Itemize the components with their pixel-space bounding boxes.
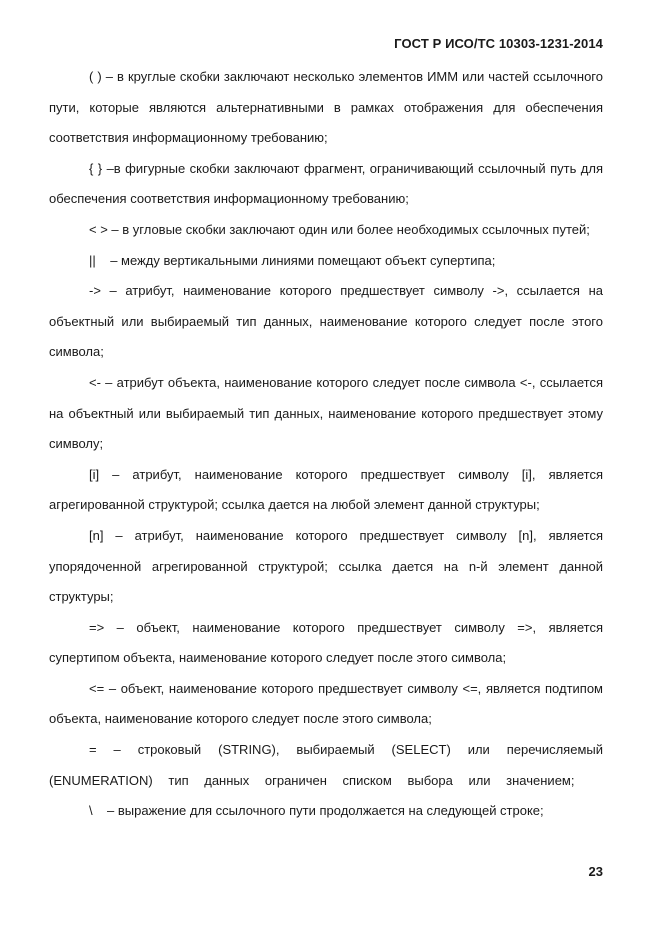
paragraph-vertical-lines: || – между вертикальными линиями помещают объект супертипа; — [89, 252, 496, 268]
paragraph-curly-brackets: { } –в фигурные скобки заключают фрагмент, ограничивающий ссылочный путь для обеспечения соответствия информационному требованию; — [49, 160, 603, 207]
page-number: 23 — [588, 864, 603, 879]
paragraph-supertype: => – объект, наименование которого предшествует символу =>, является супертипом объекта, наименование которого следует после этого символа; — [49, 619, 603, 666]
paragraph-arrow-left: <- – атрибут объекта, наименование которого следует после символа <-, ссылается на объектный или выбираемый тип данных, наименование которого предшествует этому символу; — [49, 374, 603, 452]
paragraph-angle-brackets: < > – в угловые скобки заключают один или более необходимых ссылочных путей; — [89, 221, 590, 237]
paragraph-subtype: <= – объект, наименование которого предшествует символу <=, является подтипом объекта, наименование которого следует после этого символа; — [49, 680, 603, 727]
paragraph-backslash: \ – выражение для ссылочного пути продолжается на следующей строке; — [89, 803, 544, 819]
document-body — [49, 62, 603, 827]
paragraph-index-n: [n] – атрибут, наименование которого предшествует символу [n], является упорядоченной агрегированной структурой; ссылка дается на n-й элемент данной структуры; — [49, 527, 603, 605]
paragraph-arrow-right: -> – атрибут, наименование которого предшествует символу ->, ссылается на объектный или выбираемый тип данных, наименование которого следует после этого символа; — [49, 283, 603, 360]
document-header: ГОСТ Р ИСО/ТС 10303-1231-2014 — [394, 36, 603, 51]
paragraph-round-brackets: ( ) – в круглые скобки заключают несколько элементов ИММ или частей ссылочного пути, которые являются альтернативными в рамках отображения для обеспечения соответствия информационному требованию; — [49, 69, 603, 146]
paragraph-index-i: [i] – атрибут, наименование которого предшествует символу [i], является агрегированной структурой; ссылка дается на любой элемент данной структуры; — [49, 466, 603, 513]
paragraph-equals: = – строковый (STRING), выбираемый (SELECT) или перечисляемый (ENUMERATION) тип данных ограничен списком выбора или значением; — [49, 742, 603, 788]
